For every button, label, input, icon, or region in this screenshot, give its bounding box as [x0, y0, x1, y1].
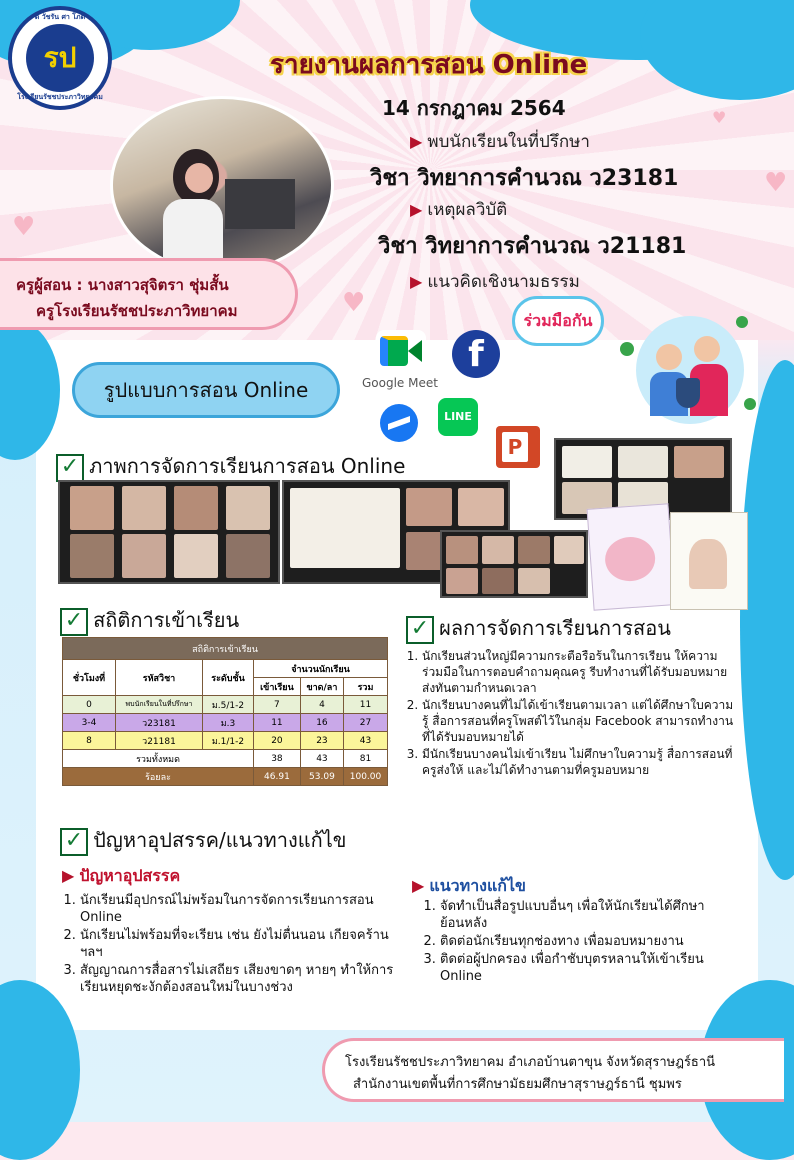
checkmark-icon: ✓: [406, 616, 434, 644]
cell-sum-present: 38: [254, 750, 301, 768]
slide-tile: [562, 446, 612, 478]
messenger-bolt: [388, 416, 410, 430]
cell-present: 20: [254, 732, 301, 750]
cell-absent: 23: [300, 732, 343, 750]
video-tile: [446, 536, 478, 564]
online-format-box: [72, 362, 340, 418]
video-tile: [674, 446, 724, 478]
attendance-table: [62, 637, 388, 786]
header-item-1: [410, 128, 590, 155]
problems-heading-label: ปัญหาอุปสรรค: [79, 866, 181, 885]
cell-code: ว21181: [116, 732, 203, 750]
video-tile: [406, 488, 452, 526]
header-count: จำนวนนักเรียน: [254, 660, 388, 678]
section-activity-title: ภาพการจัดการเรียนการสอน Online: [89, 454, 406, 478]
subject-2: วิชา วิทยาการคำนวณ ว21181: [378, 234, 687, 259]
video-tile: [482, 536, 514, 564]
triangle-bullet-icon: ▶: [410, 200, 423, 219]
powerpoint-letter: P: [502, 432, 528, 462]
video-tile: [458, 488, 504, 526]
list-item: 3. สัญญาณการสื่อสารไม่เสถียร เสียงขาดๆ หายๆ ทำให้การเรียนหยุดชะงักต้องสอนใหม่ในบางช่วง: [80, 962, 398, 996]
triangle-bullet-icon: ▶: [410, 272, 423, 291]
solutions-heading-label: แนวทางแก้ไข: [429, 876, 526, 895]
header-item-3: [410, 268, 580, 295]
video-tile: [446, 568, 478, 594]
meet-camera-shape: [380, 336, 408, 366]
page-title: รายงานผลการสอน Online: [270, 50, 588, 80]
solutions-list: [418, 898, 728, 986]
video-tile: [122, 486, 166, 530]
cell-absent: 4: [300, 696, 343, 714]
cooperation-badge: ร่วมมือกัน: [512, 296, 604, 346]
cell-pct-label: ร้อยละ: [63, 768, 254, 786]
table-row-percent: [63, 768, 388, 786]
google-meet-label: Google Meet: [362, 376, 438, 390]
google-meet-icon: [376, 330, 426, 372]
header-item-2-label: เหตุผลวิบัติ: [427, 200, 508, 220]
powerpoint-icon: [496, 426, 540, 468]
triangle-bullet-icon: ▶: [412, 876, 425, 895]
table-caption: สถิติการเข้าเรียน: [63, 638, 388, 660]
solutions-heading: [412, 874, 526, 899]
person-head: [694, 336, 720, 362]
table-row: [63, 696, 388, 714]
report-date: 14 กรกฎาคม 2564: [382, 96, 566, 120]
footer-box: [322, 1038, 784, 1102]
family-illustration: [636, 316, 744, 424]
header-item-2: [410, 196, 507, 223]
video-tile: [70, 534, 114, 578]
photo-face: [185, 163, 213, 193]
cell-present: 11: [254, 714, 301, 732]
cell-pct-total: 100.00: [344, 768, 388, 786]
student-worksheet-image: [587, 503, 676, 610]
cell-level: ม.5/1-2: [203, 696, 254, 714]
student-worksheet-image: [670, 512, 748, 610]
list-item: 2. ติดต่อนักเรียนทุกช่องทาง เพื่อมอบหมายงาน: [440, 933, 728, 950]
video-tile: [518, 536, 550, 564]
table-row: [63, 732, 388, 750]
video-tile: [226, 534, 270, 578]
meet-lens-shape: [408, 340, 422, 362]
footer-office: สำนักงานเขตพื้นที่การศึกษามัธยมศึกษาสุราษฎร์ธานี ชุมพร: [353, 1077, 682, 1092]
virus-icon: [736, 316, 748, 328]
school-logo: [8, 6, 112, 110]
list-item: 3. ติดต่อผู้ปกครอง เพื่อกำชับบุตรหลานให้เข้าเรียน Online: [440, 951, 728, 985]
header-code: รหัสวิชา: [116, 660, 203, 696]
teacher-school: ครูโรงเรียนรัชชประภาวิทยาคม: [36, 302, 238, 320]
video-tile: [174, 486, 218, 530]
cell-code: พบนักเรียนในที่ปรึกษา: [116, 696, 203, 714]
worksheet-drawing: [604, 535, 657, 582]
section-problems-heading: [60, 824, 346, 856]
checkmark-icon: ✓: [60, 828, 88, 856]
video-tile: [226, 486, 270, 530]
subject-1: วิชา วิทยาการคำนวณ ว23181: [370, 166, 679, 191]
table-row: [63, 714, 388, 732]
video-tile: [70, 486, 114, 530]
cell-sum-absent: 43: [300, 750, 343, 768]
header-period: ชั่วโมงที่: [63, 660, 116, 696]
logo-top-text: ต วัชรัน ศา โภต: [34, 13, 86, 21]
cell-sum-label: รวมทั้งหมด: [63, 750, 254, 768]
cell-period: 8: [63, 732, 116, 750]
logo-bottom-text: โรงเรียนรัชชประภาวิทยาคม: [17, 93, 103, 101]
section-activity-heading: [56, 450, 405, 482]
header-item-3-label: แนวคิดเชิงนามธรรม: [427, 272, 580, 292]
person-head: [656, 344, 682, 370]
cell-pct-present: 46.91: [254, 768, 301, 786]
cell-level: ม.1/1-2: [203, 732, 254, 750]
slide-tile: [290, 488, 400, 568]
problems-list: [58, 892, 398, 997]
footer-school: โรงเรียนรัชชประภาวิทยาคม อำเภอบ้านตาขุน จังหวัดสุราษฎร์ธานี: [345, 1055, 716, 1070]
header-item-1-label: พบนักเรียนในที่ปรึกษา: [427, 132, 590, 152]
checkmark-icon: ✓: [56, 454, 84, 482]
list-item: 1. นักเรียนมีอุปกรณ์ไม่พร้อมในการจัดการเรียนการสอน Online: [80, 892, 398, 926]
results-list: [400, 648, 736, 779]
list-item: 3. มีนักเรียนบางคนไม่เข้าเรียน ไม่ศึกษาใบความรู้ สื่อการสอนที่ครูส่งให้ และไม่ได้ทำงานตามที่ครูมอบหมาย: [422, 746, 736, 778]
section-stats-title: สถิติการเข้าเรียน: [93, 608, 240, 632]
checkmark-icon: ✓: [60, 608, 88, 636]
video-tile: [554, 536, 584, 564]
video-tile: [518, 568, 550, 594]
section-stats-heading: [60, 604, 239, 636]
list-item: 2. นักเรียนไม่พร้อมที่จะเรียน เช่น ยังไม่ตื่นนอน เกียจคร้าน ฯลฯ: [80, 927, 398, 961]
triangle-bullet-icon: ▶: [410, 132, 423, 151]
teacher-name: ครูผู้สอน : นางสาวสุจิตรา ชุ่มสั้น: [16, 276, 229, 294]
cell-total: 27: [344, 714, 388, 732]
virus-icon: [620, 342, 634, 356]
heart-icon: ♥: [342, 288, 366, 318]
video-tile: [174, 534, 218, 578]
header-absent: ขาด/ลา: [300, 678, 343, 696]
section-results-title: ผลการจัดการเรียนการสอน: [439, 616, 671, 640]
list-item: 2. นักเรียนบางคนที่ไม่ได้เข้าเรียนตามเวลา แต่ได้ศึกษาใบความรู้ สื่อการสอนที่ครูโพสต์ไว้ในกลุ่ม Facebook สามารถทำงานที่ได้รับมอบหมายได้: [422, 697, 736, 745]
cell-total: 11: [344, 696, 388, 714]
photo-laptop: [225, 179, 295, 229]
list-item: 1. นักเรียนส่วนใหญ่มีความกระตือรือร้นในการเรียน ให้ความร่วมมือในการตอบคำถามคุณครู รีบทำงานที่ได้รับมอบหมายส่งทันตามกำหนดเวลา: [422, 648, 736, 696]
list-item: 1. จัดทำเป็นสื่อรูปแบบอื่นๆ เพื่อให้นักเรียนได้ศึกษาย้อนหลัง: [440, 898, 728, 932]
virus-icon: [744, 398, 756, 410]
cell-sum-total: 81: [344, 750, 388, 768]
cell-code: ว23181: [116, 714, 203, 732]
heart-icon: ♥: [764, 168, 788, 198]
problems-heading: [62, 864, 180, 889]
table-row-sum: [63, 750, 388, 768]
worksheet-drawing: [689, 539, 727, 589]
slide-tile: [618, 446, 668, 478]
cell-total: 43: [344, 732, 388, 750]
header-level: ระดับชั้น: [203, 660, 254, 696]
cell-absent: 16: [300, 714, 343, 732]
video-tile: [122, 534, 166, 578]
section-problems-title: ปัญหาอุปสรรค/แนวทางแก้ไข: [93, 828, 347, 852]
teacher-photo: [110, 96, 334, 274]
cell-period: 0: [63, 696, 116, 714]
section-results-heading: [406, 612, 671, 644]
messenger-icon: [380, 404, 418, 442]
online-class-screenshot-1: [58, 480, 280, 584]
shield-icon: [676, 378, 700, 408]
online-format-label: รูปแบบการสอน Online: [103, 378, 309, 402]
cell-pct-absent: 53.09: [300, 768, 343, 786]
header-total: รวม: [344, 678, 388, 696]
cell-period: 3-4: [63, 714, 116, 732]
online-class-screenshot-4: [440, 530, 588, 598]
logo-emblem: รป: [26, 24, 94, 92]
facebook-icon: f: [452, 330, 500, 378]
heart-icon: ♥: [12, 212, 36, 242]
triangle-bullet-icon: ▶: [62, 866, 75, 885]
video-tile: [482, 568, 514, 594]
cell-present: 7: [254, 696, 301, 714]
line-icon: LINE: [438, 398, 478, 436]
header-present: เข้าเรียน: [254, 678, 301, 696]
heart-icon: ♥: [712, 108, 727, 127]
cell-level: ม.3: [203, 714, 254, 732]
teacher-info-box: [0, 258, 298, 330]
